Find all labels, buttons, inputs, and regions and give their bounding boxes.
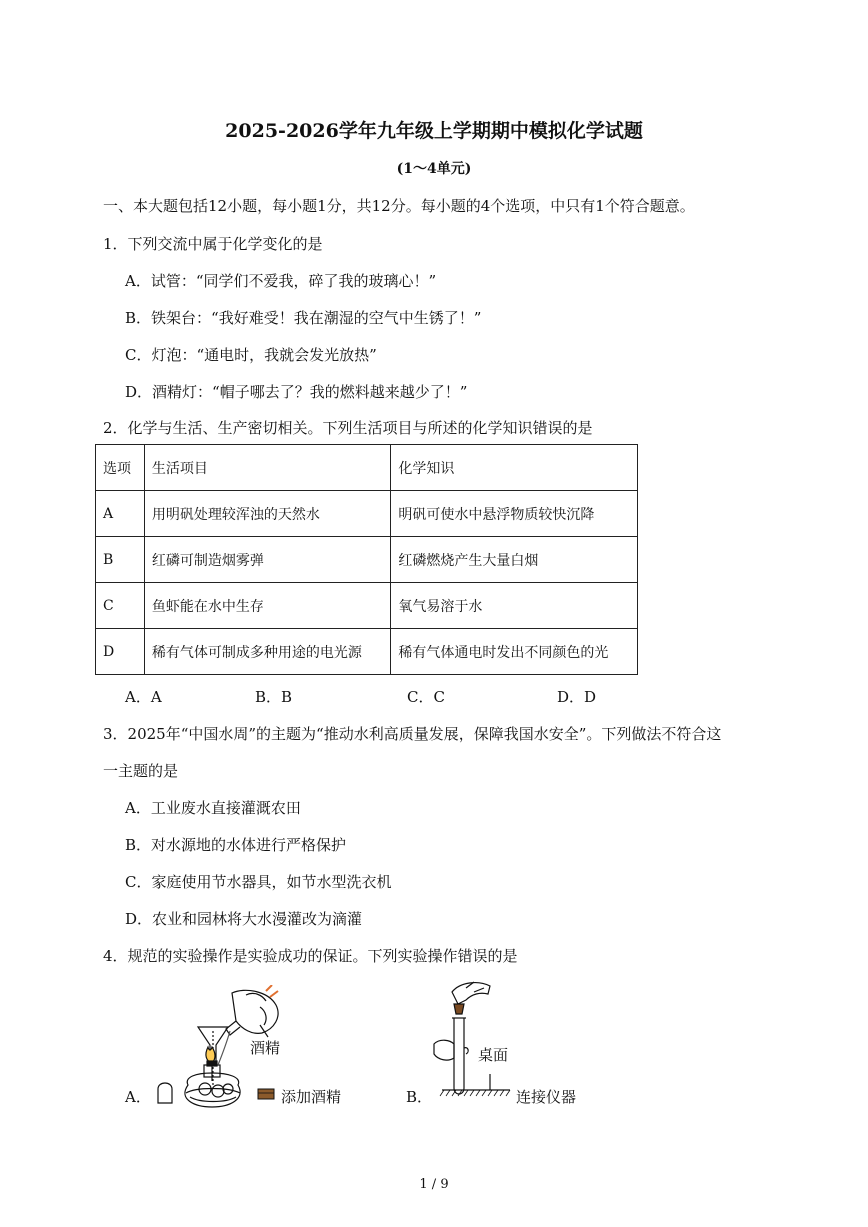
table-cell: 红磷可制造烟雾弹: [144, 537, 391, 583]
q2-option-d: D．D: [557, 688, 597, 706]
q4-fig-a-letter: A．: [125, 1088, 151, 1106]
table-cell: A: [96, 491, 145, 537]
table-row: [96, 583, 638, 629]
q2-option-b: B．B: [255, 688, 293, 706]
table-cell: 鱼虾能在水中生存: [144, 583, 391, 629]
q1-option-a: A．试管：“同学们不爱我，碎了我的玻璃心！”: [125, 272, 437, 290]
table-header-cell: 选项: [96, 445, 145, 491]
q2-table: [95, 444, 638, 675]
q4-fig-a-label-top: 酒精: [250, 1039, 281, 1057]
table-cell: C: [96, 583, 145, 629]
q3-option-d: D．农业和园林将大水漫灌改为滴灌: [125, 910, 363, 928]
q1-stem: 1．下列交流中属于化学变化的是: [103, 235, 323, 253]
q3-option-c: C．家庭使用节水器具，如节水型洗衣机: [125, 873, 392, 891]
table-cell: 稀有气体可制成多种用途的电光源: [144, 629, 391, 675]
table-cell: 明矾可使水中悬浮物质较快沉降: [391, 491, 638, 537]
q4-fig-a-caption: 添加酒精: [281, 1088, 342, 1106]
q2-stem: 2．化学与生活、生产密切相关。下列生活项目与所述的化学知识错误的是: [103, 419, 593, 437]
test-tube-stopper-illustration: [430, 978, 520, 1108]
q4-fig-b-caption: 连接仪器: [516, 1088, 577, 1106]
table-row: [96, 537, 638, 583]
q4-fig-b-label-top: 桌面: [478, 1046, 509, 1064]
q1-option-d: D．酒精灯：“帽子哪去了？我的燃料越来越少了！”: [125, 383, 468, 401]
table-cell: 用明矾处理较浑浊的天然水: [144, 491, 391, 537]
q3-stem-line2: 一主题的是: [103, 762, 179, 780]
table-cell: B: [96, 537, 145, 583]
page-subtitle: (1～4单元): [396, 161, 472, 177]
table-cell: 氧气易溶于水: [391, 583, 638, 629]
table-header-cell: 化学知识: [391, 445, 638, 491]
q4-stem: 4．规范的实验操作是实验成功的保证。下列实验操作错误的是: [103, 947, 518, 965]
table-cell: D: [96, 629, 145, 675]
table-header-row: [96, 445, 638, 491]
q4-fig-b-letter: B．: [406, 1088, 433, 1106]
table-header-cell: 生活项目: [144, 445, 391, 491]
table-cell: 红磷燃烧产生大量白烟: [391, 537, 638, 583]
table-cell: 稀有气体通电时发出不同颜色的光: [391, 629, 638, 675]
table-row: [96, 491, 638, 537]
q3-option-a: A．工业废水直接灌溉农田: [125, 799, 301, 817]
q3-stem-line1: 3．2025年“中国水周”的主题为“推动水利高质量发展，保障我国水安全”。下列做法不符合这: [103, 725, 722, 743]
section-instructions: 一、本大题包括12小题，每小题1分，共12分。每小题的4个选项，中只有1个符合题意。: [103, 197, 695, 215]
q2-option-a: A．A: [125, 688, 162, 706]
q1-option-b: B．铁架台：“我好难受！我在潮湿的空气中生锈了！”: [125, 309, 482, 327]
table-row: [96, 629, 638, 675]
q3-option-b: B．对水源地的水体进行严格保护: [125, 836, 347, 854]
page-title: 2025-2026学年九年级上学期期中模拟化学试题: [225, 120, 643, 142]
q2-option-c: C．C: [407, 688, 445, 706]
q1-option-c: C．灯泡：“通电时，我就会发光放热”: [125, 346, 377, 364]
page-number: 1 / 9: [419, 1177, 449, 1192]
